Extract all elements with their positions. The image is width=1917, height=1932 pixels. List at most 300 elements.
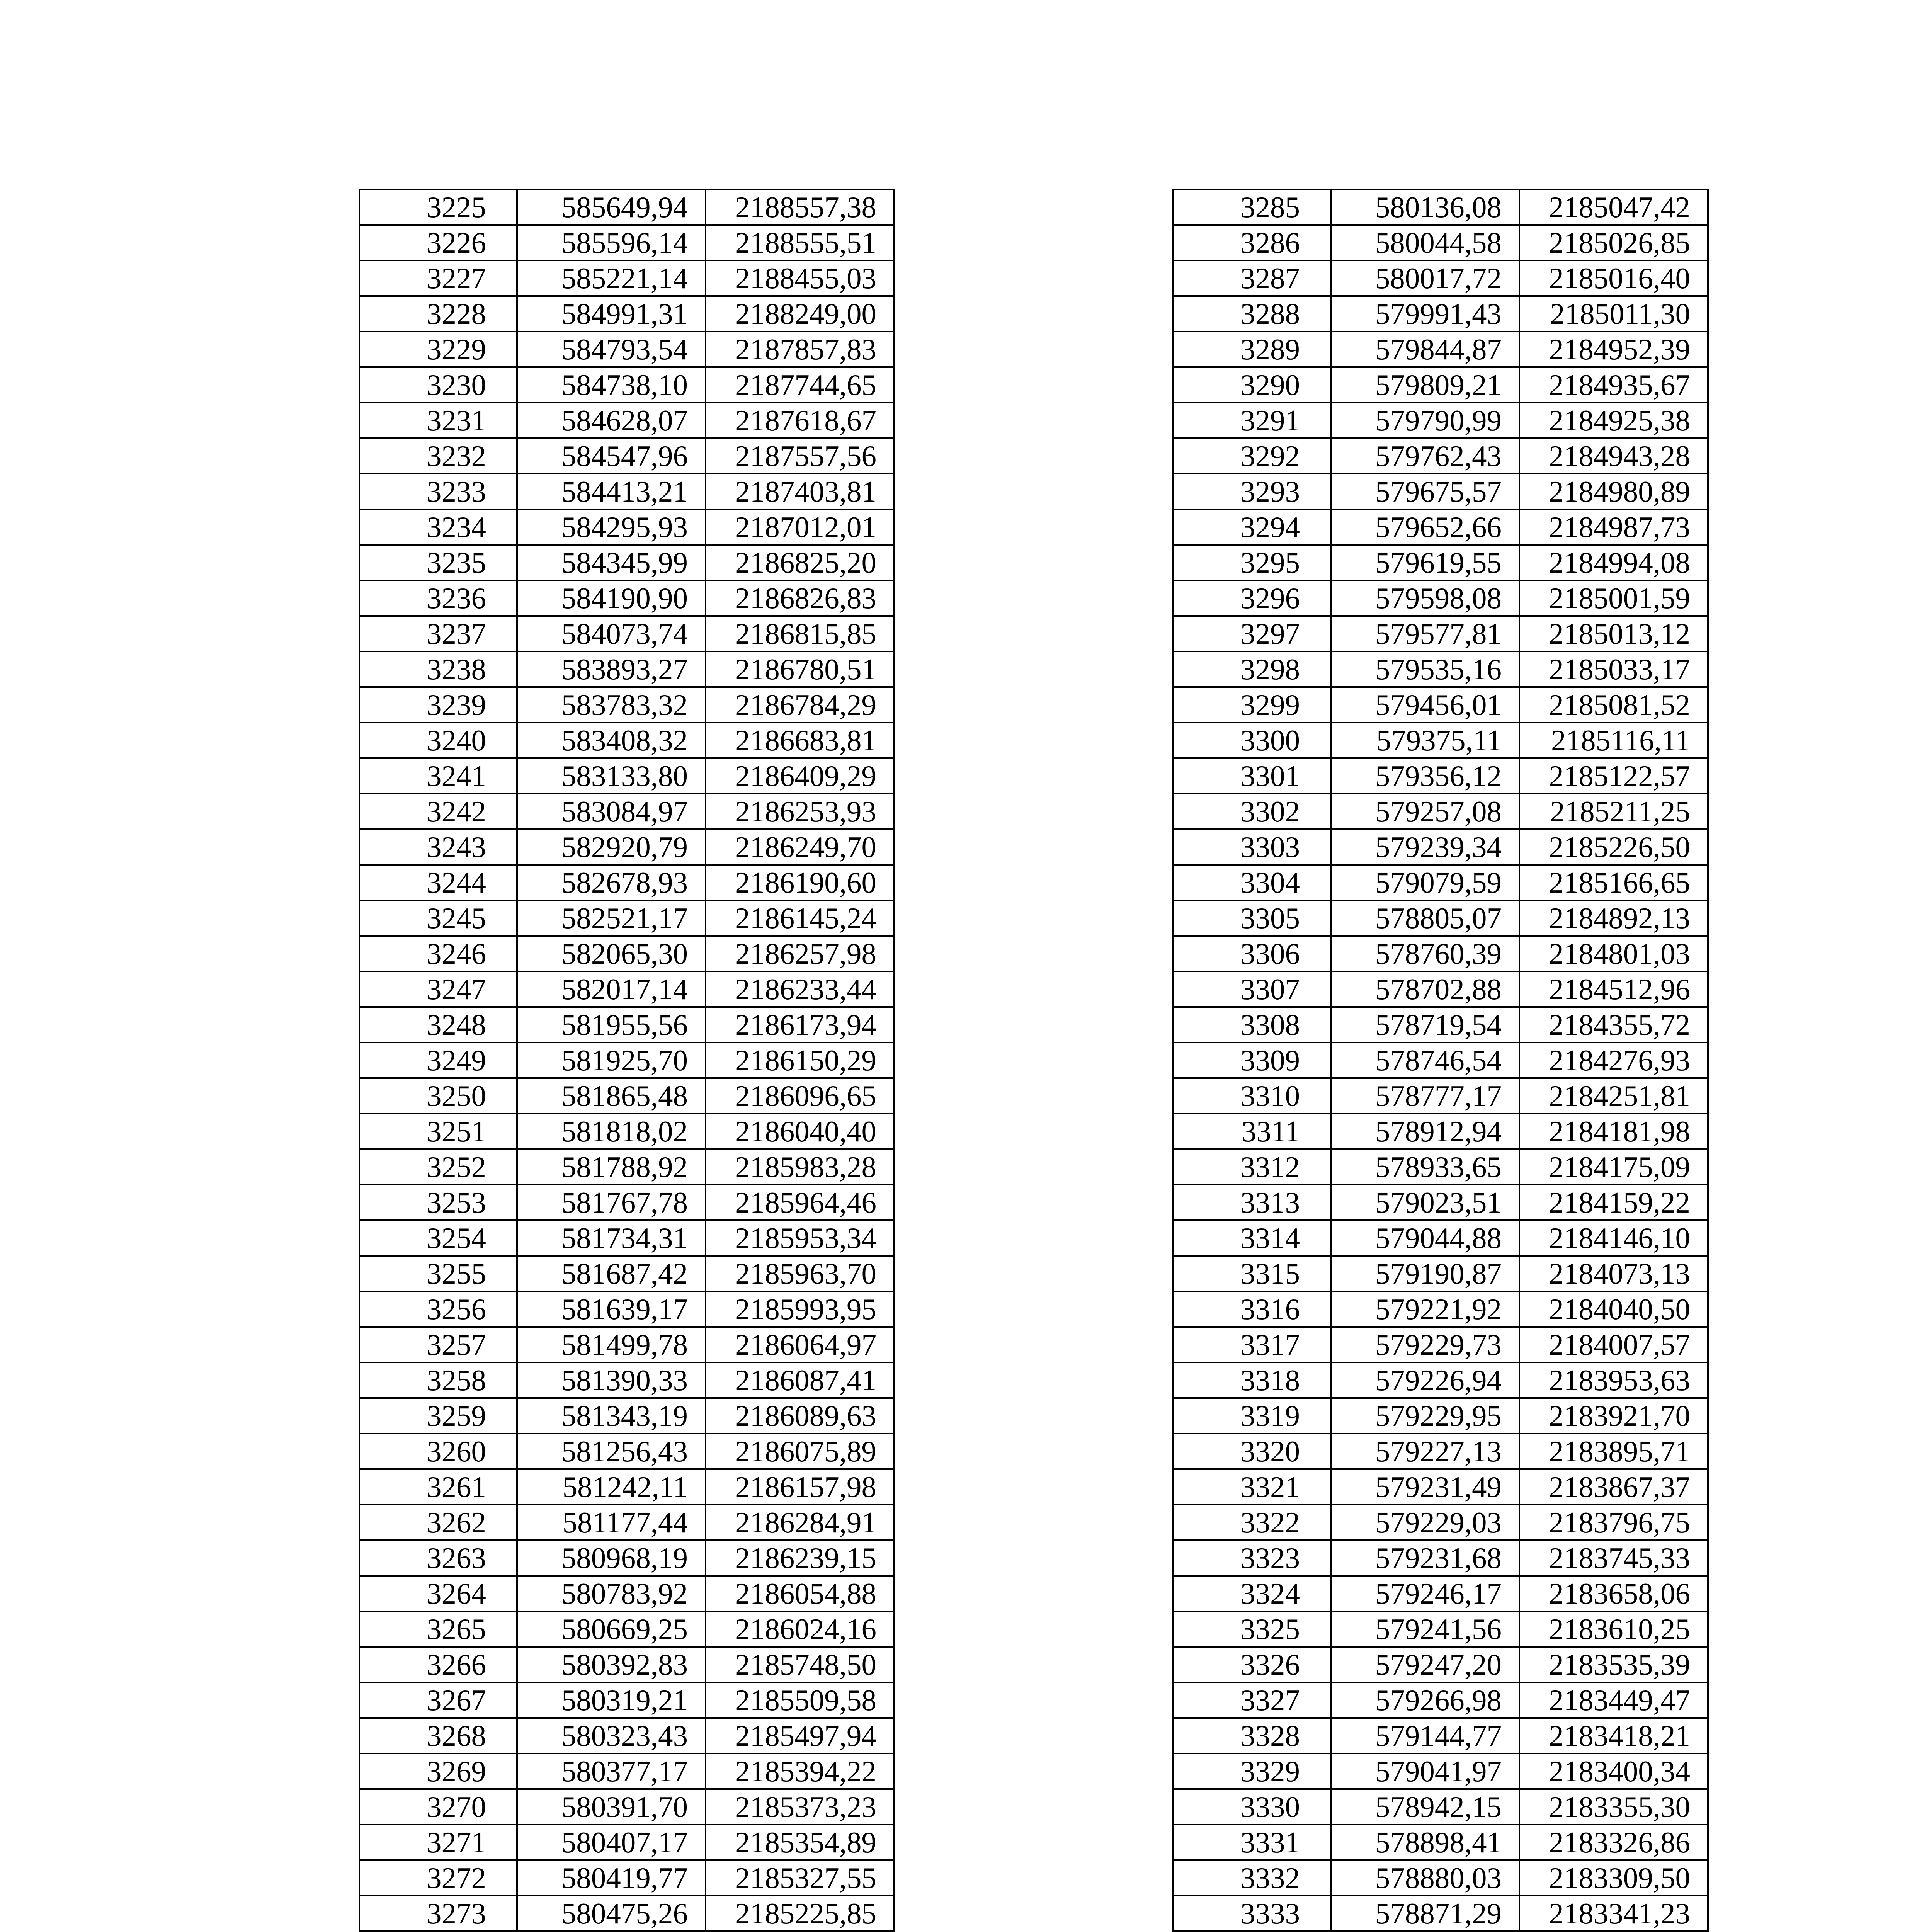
table-row	[1173, 1753, 1708, 1789]
x-coordinate-cell: 582678,93	[517, 865, 706, 900]
x-coordinate-cell: 584547,96	[517, 438, 706, 474]
table-row	[359, 1682, 894, 1718]
point-number-cell: 3293	[1173, 474, 1331, 509]
y-coordinate-cell: 2185081,52	[1519, 687, 1708, 723]
point-number-cell: 3302	[1173, 794, 1331, 829]
x-coordinate-cell: 578880,03	[1331, 1860, 1519, 1896]
point-number-cell: 3248	[359, 1007, 517, 1043]
y-coordinate-cell: 2186089,63	[706, 1398, 894, 1434]
y-coordinate-cell: 2183309,50	[1519, 1860, 1708, 1896]
x-coordinate-cell: 579809,21	[1331, 367, 1519, 403]
x-coordinate-cell: 579144,77	[1331, 1718, 1519, 1753]
y-coordinate-cell: 2186825,20	[706, 545, 894, 580]
x-coordinate-cell: 584793,54	[517, 332, 706, 367]
table-row	[359, 971, 894, 1007]
y-coordinate-cell: 2184987,73	[1519, 509, 1708, 545]
table-row	[1173, 1043, 1708, 1078]
x-coordinate-cell: 579456,01	[1331, 687, 1519, 723]
x-coordinate-cell: 581343,19	[517, 1398, 706, 1434]
point-number-cell: 3290	[1173, 367, 1331, 403]
y-coordinate-cell: 2185033,17	[1519, 651, 1708, 687]
point-number-cell: 3311	[1173, 1114, 1331, 1149]
x-coordinate-cell: 580475,26	[517, 1896, 706, 1931]
y-coordinate-cell: 2186780,51	[706, 651, 894, 687]
x-coordinate-cell: 580392,83	[517, 1647, 706, 1682]
y-coordinate-cell: 2185373,23	[706, 1789, 894, 1825]
y-coordinate-cell: 2185016,40	[1519, 260, 1708, 296]
y-coordinate-cell: 2188557,38	[706, 189, 894, 225]
y-coordinate-cell: 2184181,98	[1519, 1114, 1708, 1149]
y-coordinate-cell: 2184952,39	[1519, 332, 1708, 367]
point-number-cell: 3244	[359, 865, 517, 900]
table-row	[1173, 1647, 1708, 1682]
point-number-cell: 3263	[359, 1540, 517, 1576]
y-coordinate-cell: 2183355,30	[1519, 1789, 1708, 1825]
point-number-cell: 3269	[359, 1753, 517, 1789]
table-row	[359, 1469, 894, 1505]
y-coordinate-cell: 2184251,81	[1519, 1078, 1708, 1114]
point-number-cell: 3226	[359, 225, 517, 260]
x-coordinate-cell: 581177,44	[517, 1505, 706, 1540]
x-coordinate-cell: 579246,17	[1331, 1576, 1519, 1611]
table-row	[359, 616, 894, 651]
x-coordinate-cell: 579231,49	[1331, 1469, 1519, 1505]
y-coordinate-cell: 2183341,23	[1519, 1896, 1708, 1931]
table-row	[1173, 260, 1708, 296]
x-coordinate-cell: 584413,21	[517, 474, 706, 509]
point-number-cell: 3289	[1173, 332, 1331, 367]
x-coordinate-cell: 579079,59	[1331, 865, 1519, 900]
x-coordinate-cell: 579577,81	[1331, 616, 1519, 651]
x-coordinate-cell: 580017,72	[1331, 260, 1519, 296]
point-number-cell: 3266	[359, 1647, 517, 1682]
y-coordinate-cell: 2186239,15	[706, 1540, 894, 1576]
x-coordinate-cell: 580669,25	[517, 1611, 706, 1647]
y-coordinate-cell: 2184980,89	[1519, 474, 1708, 509]
point-number-cell: 3318	[1173, 1362, 1331, 1398]
point-number-cell: 3260	[359, 1434, 517, 1469]
table-row	[359, 260, 894, 296]
point-number-cell: 3272	[359, 1860, 517, 1896]
table-row	[1173, 1149, 1708, 1185]
x-coordinate-cell: 584991,31	[517, 296, 706, 332]
x-coordinate-cell: 578702,88	[1331, 971, 1519, 1007]
y-coordinate-cell: 2184159,22	[1519, 1185, 1708, 1220]
table-row	[359, 1327, 894, 1362]
x-coordinate-cell: 578898,41	[1331, 1825, 1519, 1860]
y-coordinate-cell: 2185953,34	[706, 1220, 894, 1256]
table-row	[359, 1753, 894, 1789]
x-coordinate-cell: 581390,33	[517, 1362, 706, 1398]
table-row	[359, 1434, 894, 1469]
y-coordinate-cell: 2185225,85	[706, 1896, 894, 1931]
y-coordinate-cell: 2183867,37	[1519, 1469, 1708, 1505]
y-coordinate-cell: 2187744,65	[706, 367, 894, 403]
y-coordinate-cell: 2185013,12	[1519, 616, 1708, 651]
y-coordinate-cell: 2188249,00	[706, 296, 894, 332]
y-coordinate-cell: 2186683,81	[706, 723, 894, 758]
point-number-cell: 3322	[1173, 1505, 1331, 1540]
point-number-cell: 3315	[1173, 1256, 1331, 1291]
table-row	[359, 1220, 894, 1256]
table-row	[1173, 865, 1708, 900]
point-number-cell: 3228	[359, 296, 517, 332]
y-coordinate-cell: 2186826,83	[706, 580, 894, 616]
table-row	[1173, 1434, 1708, 1469]
x-coordinate-cell: 581925,70	[517, 1043, 706, 1078]
x-coordinate-cell: 581788,92	[517, 1149, 706, 1185]
table-row	[359, 1718, 894, 1753]
x-coordinate-cell: 578933,65	[1331, 1149, 1519, 1185]
table-row	[359, 758, 894, 794]
x-coordinate-cell: 581955,56	[517, 1007, 706, 1043]
x-coordinate-cell: 579790,99	[1331, 403, 1519, 438]
y-coordinate-cell: 2183796,75	[1519, 1505, 1708, 1540]
point-number-cell: 3328	[1173, 1718, 1331, 1753]
table-row	[1173, 545, 1708, 580]
x-coordinate-cell: 578871,29	[1331, 1896, 1519, 1931]
table-row	[1173, 438, 1708, 474]
x-coordinate-cell: 580377,17	[517, 1753, 706, 1789]
x-coordinate-cell: 579675,57	[1331, 474, 1519, 509]
x-coordinate-cell: 578942,15	[1331, 1789, 1519, 1825]
point-number-cell: 3242	[359, 794, 517, 829]
x-coordinate-cell: 584295,93	[517, 509, 706, 545]
y-coordinate-cell: 2183921,70	[1519, 1398, 1708, 1434]
y-coordinate-cell: 2186784,29	[706, 687, 894, 723]
table-row	[1173, 1398, 1708, 1434]
y-coordinate-cell: 2185963,70	[706, 1256, 894, 1291]
y-coordinate-cell: 2184007,57	[1519, 1327, 1708, 1362]
point-number-cell: 3326	[1173, 1647, 1331, 1682]
x-coordinate-cell: 579221,92	[1331, 1291, 1519, 1327]
table-row	[359, 1362, 894, 1398]
y-coordinate-cell: 2186040,40	[706, 1114, 894, 1149]
y-coordinate-cell: 2185327,55	[706, 1860, 894, 1896]
point-number-cell: 3301	[1173, 758, 1331, 794]
y-coordinate-cell: 2183745,33	[1519, 1540, 1708, 1576]
point-number-cell: 3309	[1173, 1043, 1331, 1078]
point-number-cell: 3271	[359, 1825, 517, 1860]
x-coordinate-cell: 578805,07	[1331, 900, 1519, 936]
table-row	[359, 794, 894, 829]
table-row	[1173, 971, 1708, 1007]
point-number-cell: 3296	[1173, 580, 1331, 616]
y-coordinate-cell: 2186815,85	[706, 616, 894, 651]
table-row	[359, 403, 894, 438]
point-number-cell: 3246	[359, 936, 517, 971]
point-number-cell: 3249	[359, 1043, 517, 1078]
table-row	[359, 1540, 894, 1576]
x-coordinate-cell: 585596,14	[517, 225, 706, 260]
x-coordinate-cell: 585649,94	[517, 189, 706, 225]
point-number-cell: 3265	[359, 1611, 517, 1647]
table-row	[359, 1825, 894, 1860]
x-coordinate-cell: 584738,10	[517, 367, 706, 403]
table-row	[1173, 403, 1708, 438]
x-coordinate-cell: 579229,03	[1331, 1505, 1519, 1540]
y-coordinate-cell: 2185748,50	[706, 1647, 894, 1682]
table-row	[359, 1114, 894, 1149]
table-row	[359, 1611, 894, 1647]
y-coordinate-cell: 2185026,85	[1519, 225, 1708, 260]
point-number-cell: 3287	[1173, 260, 1331, 296]
point-number-cell: 3313	[1173, 1185, 1331, 1220]
point-number-cell: 3325	[1173, 1611, 1331, 1647]
point-number-cell: 3264	[359, 1576, 517, 1611]
point-number-cell: 3236	[359, 580, 517, 616]
y-coordinate-cell: 2183449,47	[1519, 1682, 1708, 1718]
y-coordinate-cell: 2186096,65	[706, 1078, 894, 1114]
table-row	[359, 829, 894, 865]
point-number-cell: 3317	[1173, 1327, 1331, 1362]
x-coordinate-cell: 582920,79	[517, 829, 706, 865]
x-coordinate-cell: 579227,13	[1331, 1434, 1519, 1469]
x-coordinate-cell: 578760,39	[1331, 936, 1519, 971]
point-number-cell: 3324	[1173, 1576, 1331, 1611]
point-number-cell: 3267	[359, 1682, 517, 1718]
point-number-cell: 3294	[1173, 509, 1331, 545]
point-number-cell: 3307	[1173, 971, 1331, 1007]
point-number-cell: 3255	[359, 1256, 517, 1291]
point-number-cell: 3250	[359, 1078, 517, 1114]
x-coordinate-cell: 582017,14	[517, 971, 706, 1007]
table-row	[359, 580, 894, 616]
x-coordinate-cell: 579241,56	[1331, 1611, 1519, 1647]
table-row	[1173, 1540, 1708, 1576]
point-number-cell: 3297	[1173, 616, 1331, 651]
x-coordinate-cell: 584345,99	[517, 545, 706, 580]
y-coordinate-cell: 2184175,09	[1519, 1149, 1708, 1185]
y-coordinate-cell: 2183418,21	[1519, 1718, 1708, 1753]
x-coordinate-cell: 579229,95	[1331, 1398, 1519, 1434]
x-coordinate-cell: 578777,17	[1331, 1078, 1519, 1114]
point-number-cell: 3323	[1173, 1540, 1331, 1576]
table-row	[1173, 1007, 1708, 1043]
table-row	[359, 189, 894, 225]
table-row	[359, 367, 894, 403]
x-coordinate-cell: 581639,17	[517, 1291, 706, 1327]
point-number-cell: 3235	[359, 545, 517, 580]
y-coordinate-cell: 2183658,06	[1519, 1576, 1708, 1611]
table-row	[359, 1043, 894, 1078]
point-number-cell: 3268	[359, 1718, 517, 1753]
y-coordinate-cell: 2184892,13	[1519, 900, 1708, 936]
table-row	[1173, 367, 1708, 403]
point-number-cell: 3237	[359, 616, 517, 651]
y-coordinate-cell: 2186284,91	[706, 1505, 894, 1540]
point-number-cell: 3253	[359, 1185, 517, 1220]
point-number-cell: 3333	[1173, 1896, 1331, 1931]
point-number-cell: 3321	[1173, 1469, 1331, 1505]
table-row	[1173, 1469, 1708, 1505]
x-coordinate-cell: 584190,90	[517, 580, 706, 616]
table-row	[359, 438, 894, 474]
point-number-cell: 3308	[1173, 1007, 1331, 1043]
y-coordinate-cell: 2188555,51	[706, 225, 894, 260]
point-number-cell: 3261	[359, 1469, 517, 1505]
y-coordinate-cell: 2184935,67	[1519, 367, 1708, 403]
y-coordinate-cell: 2186087,41	[706, 1362, 894, 1398]
point-number-cell: 3299	[1173, 687, 1331, 723]
x-coordinate-cell: 579247,20	[1331, 1647, 1519, 1682]
y-coordinate-cell: 2185226,50	[1519, 829, 1708, 865]
y-coordinate-cell: 2183895,71	[1519, 1434, 1708, 1469]
point-number-cell: 3330	[1173, 1789, 1331, 1825]
x-coordinate-cell: 580783,92	[517, 1576, 706, 1611]
table-row	[1173, 1185, 1708, 1220]
table-row	[1173, 474, 1708, 509]
y-coordinate-cell: 2184943,28	[1519, 438, 1708, 474]
point-number-cell: 3332	[1173, 1860, 1331, 1896]
table-row	[359, 1896, 894, 1931]
table-row	[1173, 296, 1708, 332]
y-coordinate-cell: 2185047,42	[1519, 189, 1708, 225]
x-coordinate-cell: 580968,19	[517, 1540, 706, 1576]
y-coordinate-cell: 2186190,60	[706, 865, 894, 900]
x-coordinate-cell: 584628,07	[517, 403, 706, 438]
table-row	[359, 1256, 894, 1291]
x-coordinate-cell: 579226,94	[1331, 1362, 1519, 1398]
table-row	[359, 332, 894, 367]
y-coordinate-cell: 2185354,89	[706, 1825, 894, 1860]
y-coordinate-cell: 2184925,38	[1519, 403, 1708, 438]
table-row	[1173, 1896, 1708, 1931]
y-coordinate-cell: 2184146,10	[1519, 1220, 1708, 1256]
table-row	[1173, 509, 1708, 545]
y-coordinate-cell: 2184073,13	[1519, 1256, 1708, 1291]
point-number-cell: 3331	[1173, 1825, 1331, 1860]
table-row	[1173, 687, 1708, 723]
table-row	[1173, 723, 1708, 758]
x-coordinate-cell: 578746,54	[1331, 1043, 1519, 1078]
x-coordinate-cell: 579044,88	[1331, 1220, 1519, 1256]
table-row	[1173, 1789, 1708, 1825]
point-number-cell: 3229	[359, 332, 517, 367]
x-coordinate-cell: 578719,54	[1331, 1007, 1519, 1043]
table-row	[1173, 1860, 1708, 1896]
x-coordinate-cell: 580391,70	[517, 1789, 706, 1825]
x-coordinate-cell: 579041,97	[1331, 1753, 1519, 1789]
table-row	[1173, 580, 1708, 616]
table-row	[1173, 1220, 1708, 1256]
x-coordinate-cell: 579844,87	[1331, 332, 1519, 367]
y-coordinate-cell: 2186024,16	[706, 1611, 894, 1647]
y-coordinate-cell: 2185001,59	[1519, 580, 1708, 616]
point-number-cell: 3233	[359, 474, 517, 509]
y-coordinate-cell: 2186249,70	[706, 829, 894, 865]
table-row	[359, 1078, 894, 1114]
point-number-cell: 3310	[1173, 1078, 1331, 1114]
y-coordinate-cell: 2187857,83	[706, 332, 894, 367]
y-coordinate-cell: 2186157,98	[706, 1469, 894, 1505]
table-row	[1173, 1576, 1708, 1611]
coordinates-table-left	[359, 189, 895, 1932]
x-coordinate-cell: 581734,31	[517, 1220, 706, 1256]
table-row	[359, 1007, 894, 1043]
table-row	[1173, 1256, 1708, 1291]
point-number-cell: 3320	[1173, 1434, 1331, 1469]
point-number-cell: 3257	[359, 1327, 517, 1362]
y-coordinate-cell: 2186150,29	[706, 1043, 894, 1078]
table-row	[1173, 1825, 1708, 1860]
point-number-cell: 3316	[1173, 1291, 1331, 1327]
y-coordinate-cell: 2185964,46	[706, 1185, 894, 1220]
x-coordinate-cell: 579598,08	[1331, 580, 1519, 616]
point-number-cell: 3254	[359, 1220, 517, 1256]
y-coordinate-cell: 2186054,88	[706, 1576, 894, 1611]
point-number-cell: 3230	[359, 367, 517, 403]
y-coordinate-cell: 2183953,63	[1519, 1362, 1708, 1398]
table-row	[1173, 616, 1708, 651]
x-coordinate-cell: 578912,94	[1331, 1114, 1519, 1149]
coordinates-table-right	[1172, 189, 1709, 1932]
point-number-cell: 3239	[359, 687, 517, 723]
y-coordinate-cell: 2184994,08	[1519, 545, 1708, 580]
x-coordinate-cell: 581256,43	[517, 1434, 706, 1469]
y-coordinate-cell: 2187012,01	[706, 509, 894, 545]
point-number-cell: 3305	[1173, 900, 1331, 936]
table-row	[359, 1576, 894, 1611]
table-row	[1173, 1362, 1708, 1398]
y-coordinate-cell: 2186257,98	[706, 936, 894, 971]
x-coordinate-cell: 579229,73	[1331, 1327, 1519, 1362]
table-row	[1173, 225, 1708, 260]
y-coordinate-cell: 2186233,44	[706, 971, 894, 1007]
table-row	[359, 651, 894, 687]
x-coordinate-cell: 579991,43	[1331, 296, 1519, 332]
x-coordinate-cell: 579762,43	[1331, 438, 1519, 474]
y-coordinate-cell: 2184276,93	[1519, 1043, 1708, 1078]
table-row	[1173, 1611, 1708, 1647]
x-coordinate-cell: 579231,68	[1331, 1540, 1519, 1576]
x-coordinate-cell: 581687,42	[517, 1256, 706, 1291]
y-coordinate-cell: 2187618,67	[706, 403, 894, 438]
y-coordinate-cell: 2185993,95	[706, 1291, 894, 1327]
y-coordinate-cell: 2186409,29	[706, 758, 894, 794]
y-coordinate-cell: 2185166,65	[1519, 865, 1708, 900]
x-coordinate-cell: 579190,87	[1331, 1256, 1519, 1291]
x-coordinate-cell: 579023,51	[1331, 1185, 1519, 1220]
x-coordinate-cell: 580136,08	[1331, 189, 1519, 225]
x-coordinate-cell: 579257,08	[1331, 794, 1519, 829]
x-coordinate-cell: 579619,55	[1331, 545, 1519, 580]
table-row	[359, 1647, 894, 1682]
table-row	[359, 474, 894, 509]
point-number-cell: 3312	[1173, 1149, 1331, 1185]
y-coordinate-cell: 2185122,57	[1519, 758, 1708, 794]
y-coordinate-cell: 2187403,81	[706, 474, 894, 509]
table-row	[1173, 332, 1708, 367]
x-coordinate-cell: 584073,74	[517, 616, 706, 651]
table-row	[1173, 189, 1708, 225]
y-coordinate-cell: 2184801,03	[1519, 936, 1708, 971]
point-number-cell: 3247	[359, 971, 517, 1007]
y-coordinate-cell: 2185509,58	[706, 1682, 894, 1718]
point-number-cell: 3270	[359, 1789, 517, 1825]
x-coordinate-cell: 579266,98	[1331, 1682, 1519, 1718]
y-coordinate-cell: 2185983,28	[706, 1149, 894, 1185]
point-number-cell: 3245	[359, 900, 517, 936]
point-number-cell: 3227	[359, 260, 517, 296]
x-coordinate-cell: 583893,27	[517, 651, 706, 687]
point-number-cell: 3243	[359, 829, 517, 865]
table-row	[1173, 1078, 1708, 1114]
point-number-cell: 3251	[359, 1114, 517, 1149]
x-coordinate-cell: 581242,11	[517, 1469, 706, 1505]
y-coordinate-cell: 2184040,50	[1519, 1291, 1708, 1327]
y-coordinate-cell: 2186173,94	[706, 1007, 894, 1043]
